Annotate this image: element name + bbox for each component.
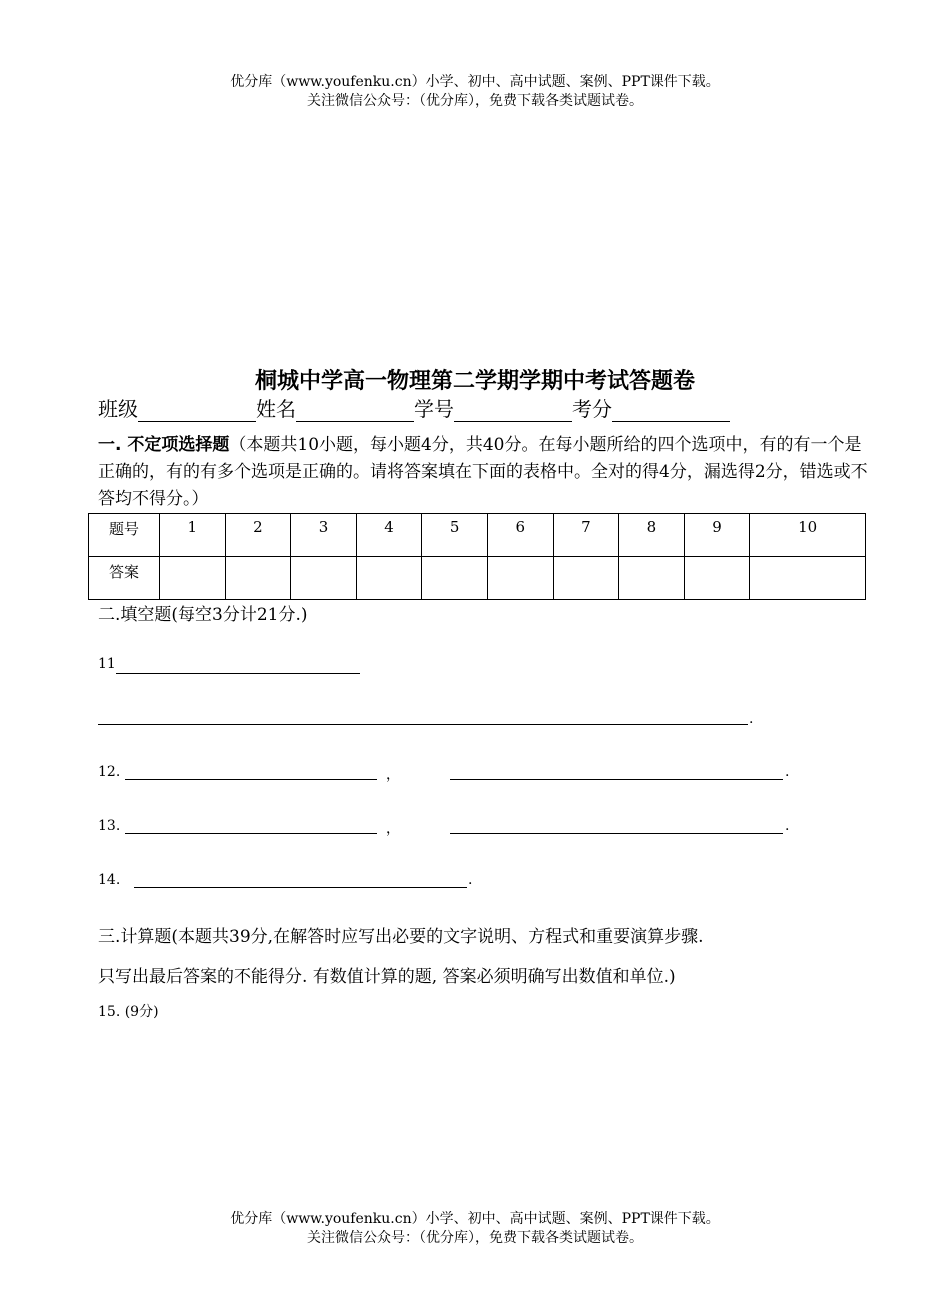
answer-cell[interactable] [225,557,291,600]
q13-label: 13. [98,818,121,834]
class-label: 班级 [98,397,138,421]
question-number: 2 [225,514,291,557]
q11-blank-1[interactable] [116,673,360,674]
q11-blank-2[interactable] [98,724,748,725]
answer-cell[interactable] [422,557,488,600]
answer-cell[interactable] [750,557,866,600]
section-2-heading: 二.填空题 [98,605,172,625]
table-row-answers [89,557,866,600]
footer-line-1: 优分库（www.youfenku.cn）小学、初中、高中试题、案例、PPT课件下载。 [230,1211,720,1227]
q13-blank-1[interactable] [125,833,377,834]
q13-period: . [785,818,790,834]
question-number: 6 [487,514,553,557]
section-3-heading: 三.计算题 [98,927,172,947]
question-number: 1 [160,514,226,557]
question-number: 3 [291,514,357,557]
answer-table [88,513,866,600]
table-row-label: 答案 [89,557,160,600]
q14-label: 14. [98,872,121,888]
name-label: 姓名 [256,397,296,421]
answer-cell[interactable] [291,557,357,600]
answer-cell[interactable] [553,557,619,600]
section-3-text-2: 只写出最后答案的不能得分. 有数值计算的题, 答案必须明确写出数值和单位.) [98,967,676,987]
name-field[interactable] [296,399,414,422]
page-header [0,73,950,111]
question-number: 7 [553,514,619,557]
score-label: 考分 [572,397,612,421]
question-number: 9 [684,514,750,557]
q12-comma: ， [386,767,400,783]
answer-cell[interactable] [487,557,553,600]
q12-blank-2[interactable] [450,779,783,780]
footer-line-2: 关注微信公众号：（优分库），免费下载各类试题试卷。 [307,1230,643,1246]
header-line-2: 关注微信公众号：（优分库），免费下载各类试题试卷。 [307,93,643,109]
section-1-instructions [98,432,878,513]
q14-period: . [468,872,473,888]
question-number: 5 [422,514,488,557]
student-info-row [98,393,730,422]
section-1-heading: 一. 不定项选择题 [98,435,230,455]
answer-cell[interactable] [160,557,226,600]
page-footer [0,1210,950,1248]
question-number: 10 [750,514,866,557]
q11-label: 11 [98,656,116,672]
question-number: 4 [356,514,422,557]
answer-cell[interactable] [619,557,685,600]
exam-title: 桐城中学高一物理第二学期学期中考试答题卷 [254,369,695,394]
q14-blank[interactable] [134,887,467,888]
q12-label: 12. [98,764,121,780]
student-id-field[interactable] [454,399,572,422]
section-2-heading-row [98,600,308,625]
table-row-label: 题号 [89,514,160,557]
section-3-line-1 [98,922,878,947]
answer-cell[interactable] [684,557,750,600]
student-id-label: 学号 [414,397,454,421]
q15-label: 15. (9分) [98,1004,159,1020]
q11-period: . [749,711,754,727]
answer-cell[interactable] [356,557,422,600]
section-3-text-1: (本题共39分,在解答时应写出必要的文字说明、方程式和重要演算步骤. [171,927,704,947]
q12-period: . [785,764,790,780]
class-field[interactable] [138,399,256,422]
q13-blank-2[interactable] [450,833,783,834]
question-number: 8 [619,514,685,557]
q12-blank-1[interactable] [125,779,377,780]
q13-comma: ， [386,821,400,837]
header-line-1: 优分库（www.youfenku.cn）小学、初中、高中试题、案例、PPT课件下载。 [230,74,720,90]
section-2-note: (每空3分计21分.) [171,605,308,625]
table-row-numbers [89,514,866,557]
score-field[interactable] [612,399,730,422]
section-1-text: （本题共10小题，每小题4分，共40分。在每小题所给的四个选项中，有的有一个是正确的，有的有多个选项是正确的。请将答案填在下面的表格中。全对的得4分，漏选得2分，错选或不答均不得分。） [98,435,868,509]
